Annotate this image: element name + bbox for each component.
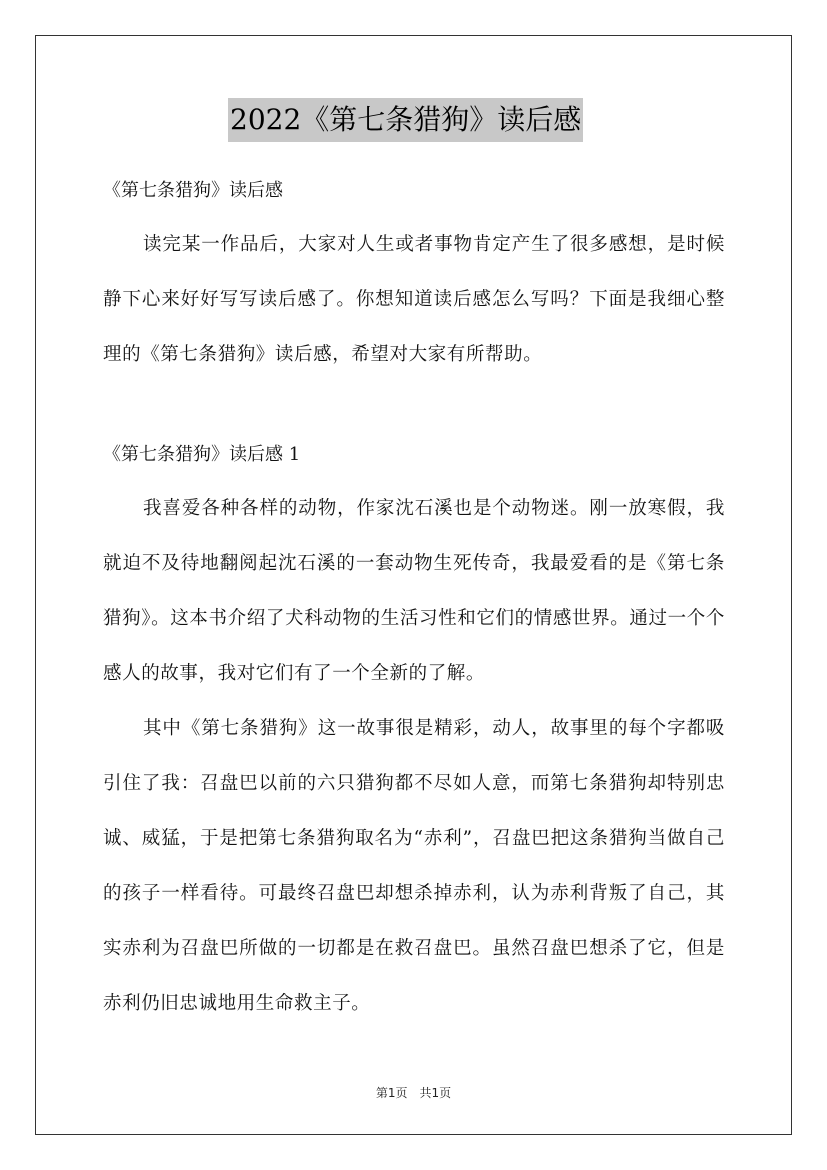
section-gap bbox=[103, 382, 725, 428]
document-body bbox=[103, 164, 725, 1031]
section-paragraph-1: 我喜爱各种各样的动物，作家沈石溪也是个动物迷。刚一放寒假，我就迫不及待地翻阅起沈石溪的一套动物生死传奇，我最爱看的是《第七条猎狗》。这本书介绍了犬科动物的生活习性和它们的情感世界。通过一个个感人的故事，我对它们有了一个全新的了解。 bbox=[103, 498, 725, 684]
intro-paragraph: 读完某一作品后，大家对人生或者事物肯定产生了很多感想，是时候静下心来好好写写读后感了。你想知道读后感怎么写吗？下面是我细心整理的《第七条猎狗》读后感，希望对大家有所帮助。 bbox=[103, 234, 725, 365]
document-title: 2022《第七条猎狗》读后感 bbox=[228, 98, 583, 142]
page-number: 第1页 共1页 bbox=[375, 1086, 452, 1100]
document-subtitle: 《第七条猎狗》读后感 bbox=[103, 180, 283, 201]
section-heading: 《第七条猎狗》读后感 1 bbox=[103, 444, 301, 465]
section-paragraph-2: 其中《第七条猎狗》这一故事很是精彩，动人，故事里的每个字都吸引住了我：召盘巴以前的六只猎狗都不尽如人意，而第七条猎狗却特别忠诚、威猛，于是把第七条猎狗取名为“赤利”，召盘巴把这条猎狗当做自己的孩子一样看待。可最终召盘巴却想杀掉赤利，认为赤利背叛了自己，其实赤利为召盘巴所做的一切都是在救召盘巴。虽然召盘巴想杀了它，但是赤利仍旧忠诚地用生命救主子。 bbox=[103, 718, 725, 1014]
